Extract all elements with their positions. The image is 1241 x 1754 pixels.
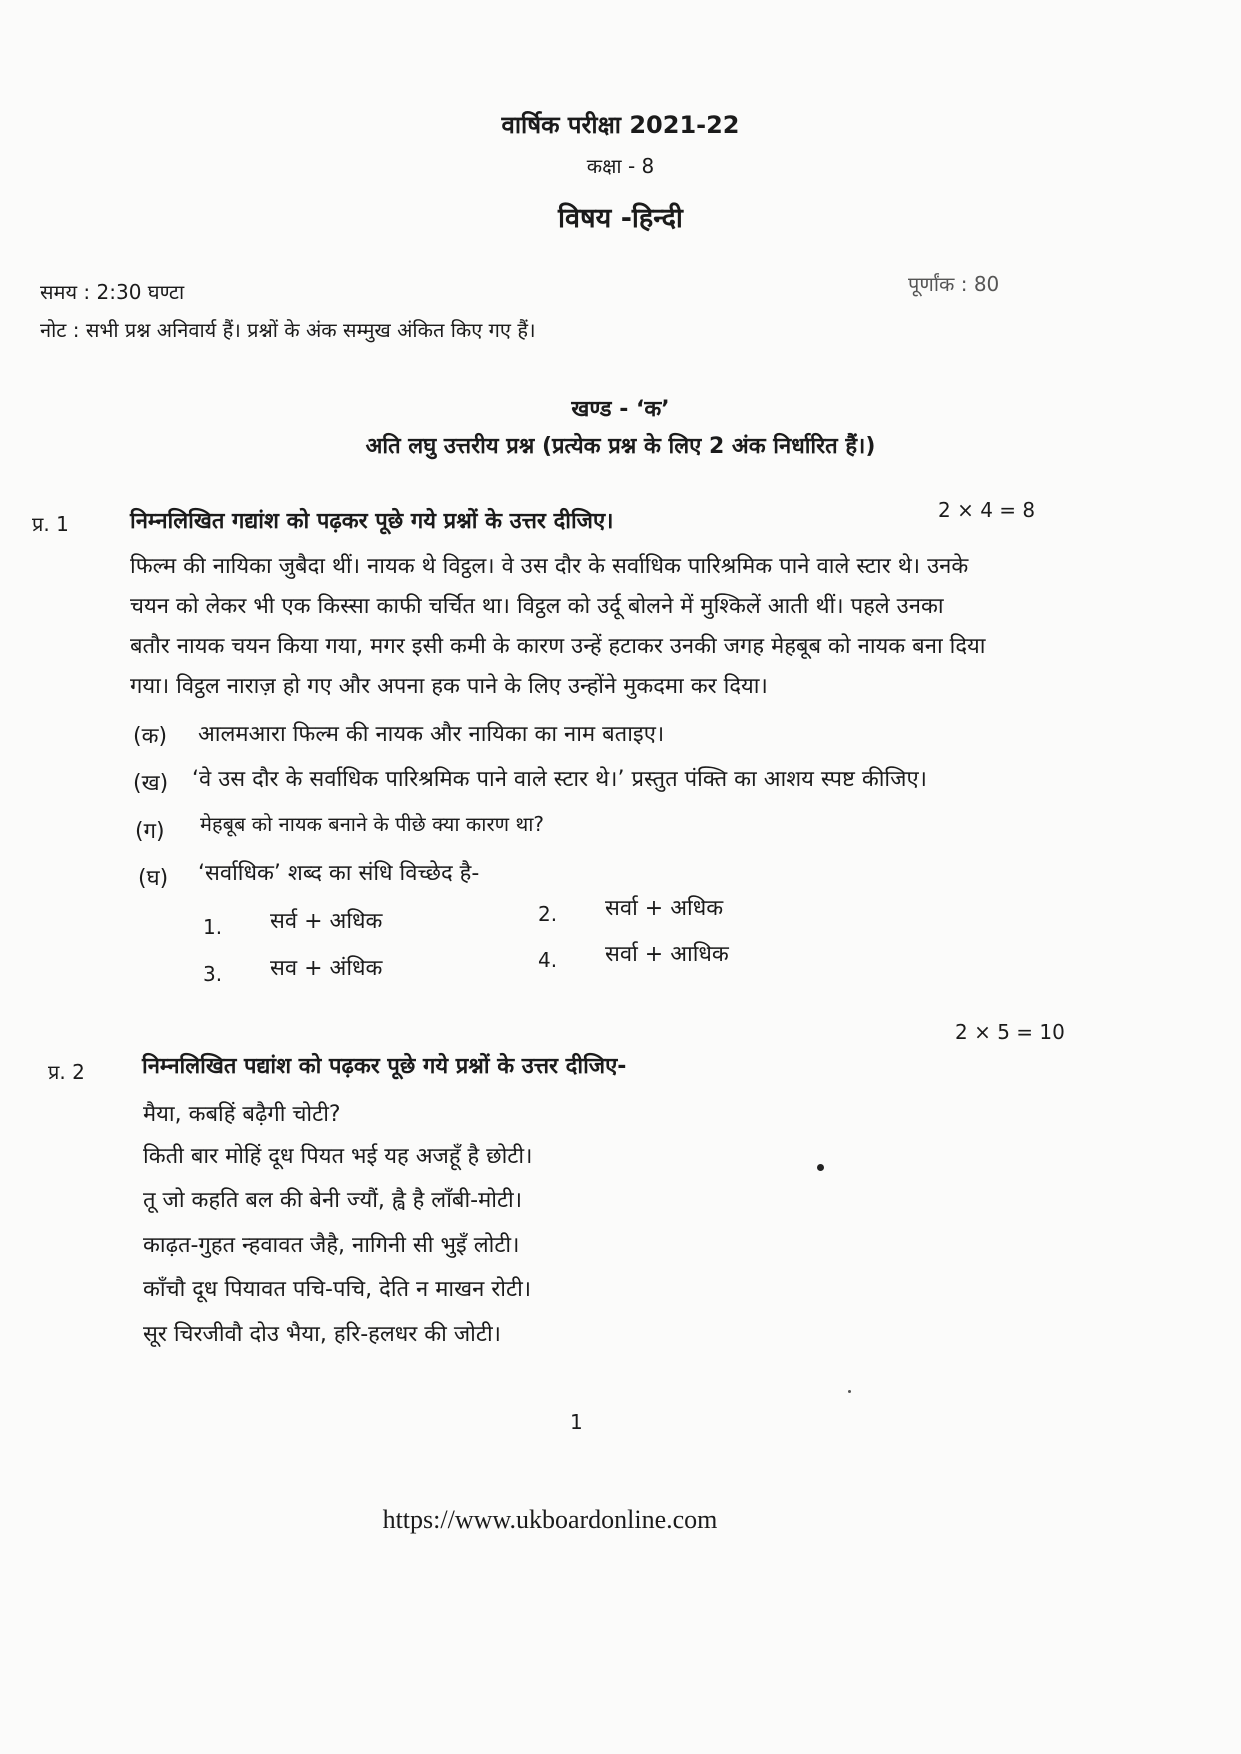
subquestion-text: ‘वे उस दौर के सर्वाधिक पारिश्रमिक पाने वाले स्टार थे।’ प्रस्तुत पंक्ति का आशय स्पष्ट कीजिए। <box>192 767 927 792</box>
scan-speck <box>817 1164 824 1171</box>
time-label: समय : 2:30 घण्टा <box>40 280 185 304</box>
exam-title: वार्षिक परीक्षा 2021-22 <box>501 111 740 139</box>
q2-marks: 2 × 5 = 10 <box>955 1020 1065 1044</box>
section-subtitle: अति लघु उत्तरीय प्रश्न (प्रत्येक प्रश्न के लिए 2 अंक निर्धारित हैं।) <box>365 434 876 459</box>
option-text: सव + अंधिक <box>270 956 383 981</box>
subquestion-label: (घ) <box>138 866 169 891</box>
option-text: सर्वा + आधिक <box>605 942 729 967</box>
section-title: खण्ड - ‘क’ <box>571 397 670 422</box>
option-number: 2. <box>538 902 558 926</box>
subquestion-text: आलमआरा फिल्म की नायक और नायिका का नाम बताइए। <box>198 722 665 747</box>
option-number: 4. <box>538 948 558 972</box>
option-number: 1. <box>203 915 223 939</box>
q1-passage-line: चयन को लेकर भी एक किस्सा काफी चर्चित था। विट्ठल को उर्दू बोलने में मुश्किलें आती थीं। पहले उनका <box>130 594 944 619</box>
footer-url: https://www.ukboardonline.com <box>382 1505 718 1534</box>
poem-line: सूर चिरजीवौ दोउ भैया, हरि-हलधर की जोटी। <box>143 1322 501 1347</box>
class-label: कक्षा - 8 <box>586 154 655 178</box>
option-number: 3. <box>203 962 223 986</box>
q1-passage-line: फिल्म की नायिका जुबैदा थीं। नायक थे विट्ठल। वे उस दौर के सर्वाधिक पारिश्रमिक पाने वाले स्टार थे। उनके <box>130 554 969 579</box>
note: नोट : सभी प्रश्न अनिवार्य हैं। प्रश्नों के अंक सम्मुख अंकित किए गए हैं। <box>40 318 536 342</box>
poem-line: तू जो कहति बल की बेनी ज्यौं, ह्वै है लाँबी-मोटी। <box>143 1188 523 1213</box>
q1-marks: 2 × 4 = 8 <box>938 498 1036 522</box>
subquestion-label: (ख) <box>133 771 169 796</box>
poem-line: मैया, कबहिं बढ़ैगी चोटी? <box>143 1102 341 1127</box>
option-text: सर्व + अधिक <box>270 909 383 934</box>
q1-number: प्र. 1 <box>32 512 69 536</box>
q1-passage-line: गया। विट्ठल नाराज़ हो गए और अपना हक पाने के लिए उन्होंने मुकदमा कर दिया। <box>130 674 768 699</box>
poem-line: किती बार मोहिं दूध पियत भई यह अजहूँ है छोटी। <box>143 1144 533 1169</box>
subquestion-text: ‘सर्वाधिक’ शब्द का संधि विच्छेद है- <box>198 861 480 886</box>
subquestion-label: (ग) <box>135 819 165 844</box>
max-marks: पूर्णांक : 80 <box>908 272 1000 296</box>
q1-passage-line: बतौर नायक चयन किया गया, मगर इसी कमी के कारण उन्हें हटाकर उनकी जगह मेहबूब को नायक बना दिया <box>130 634 986 659</box>
scan-speck <box>848 1390 851 1393</box>
q2-number: प्र. 2 <box>48 1060 85 1084</box>
poem-line: काढ़त-गुहत न्हवावत जैहै, नागिनी सी भुइँ लोटी। <box>143 1233 520 1258</box>
subject-title: विषय -हिन्दी <box>558 203 683 234</box>
subquestion-text: मेहबूब को नायक बनाने के पीछे क्या कारण था? <box>200 812 545 836</box>
q1-instruction: निम्नलिखित गद्यांश को पढ़कर पूछे गये प्रश्नों के उत्तर दीजिए। <box>130 509 614 534</box>
q2-instruction: निम्नलिखित पद्यांश को पढ़कर पूछे गये प्रश्नों के उत्तर दीजिए- <box>142 1054 627 1079</box>
poem-line: काँचौ दूध पियावत पचि-पचि, देति न माखन रोटी। <box>143 1277 532 1302</box>
page-number: 1 <box>570 1410 583 1434</box>
subquestion-label: (क) <box>133 724 168 749</box>
option-text: सर्वा + अधिक <box>605 896 724 921</box>
